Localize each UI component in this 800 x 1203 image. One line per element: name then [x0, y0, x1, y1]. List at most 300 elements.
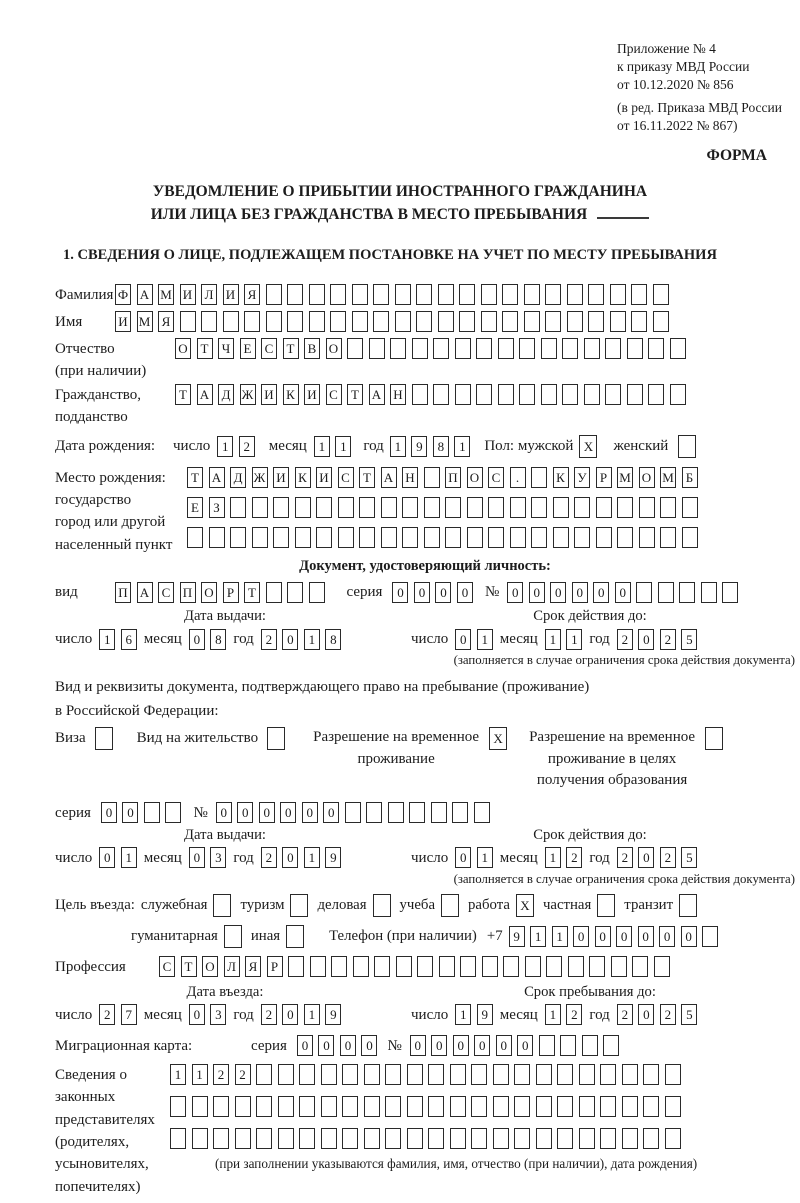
char-box[interactable]: [611, 956, 627, 977]
char-box[interactable]: Д: [230, 467, 246, 488]
char-box[interactable]: [338, 527, 354, 548]
char-box[interactable]: Т: [347, 384, 363, 405]
char-box[interactable]: [553, 527, 569, 548]
char-box[interactable]: 6: [121, 629, 137, 650]
char-box[interactable]: 3: [210, 847, 226, 868]
char-box[interactable]: [510, 527, 526, 548]
char-box[interactable]: [309, 284, 325, 305]
char-box[interactable]: Н: [402, 467, 418, 488]
char-box[interactable]: Т: [187, 467, 203, 488]
char-box[interactable]: [510, 497, 526, 518]
char-box[interactable]: 0: [496, 1035, 512, 1056]
char-box[interactable]: [388, 802, 404, 823]
char-box[interactable]: [345, 802, 361, 823]
char-box[interactable]: 5: [681, 1004, 697, 1025]
char-box[interactable]: Е: [187, 497, 203, 518]
char-box[interactable]: 0: [455, 847, 471, 868]
char-box[interactable]: 9: [325, 1004, 341, 1025]
char-box[interactable]: [256, 1064, 272, 1085]
char-box[interactable]: 0: [638, 847, 654, 868]
char-box[interactable]: [330, 311, 346, 332]
char-box[interactable]: 1: [390, 436, 406, 457]
char-box[interactable]: [503, 956, 519, 977]
char-box[interactable]: Т: [181, 956, 197, 977]
char-box[interactable]: [536, 1064, 552, 1085]
char-box[interactable]: И: [273, 467, 289, 488]
char-box[interactable]: [316, 527, 332, 548]
char-box[interactable]: 0: [323, 802, 339, 823]
char-box[interactable]: [589, 956, 605, 977]
char-box[interactable]: [617, 527, 633, 548]
char-box[interactable]: Т: [359, 467, 375, 488]
char-box[interactable]: [498, 338, 514, 359]
char-box[interactable]: [488, 527, 504, 548]
char-box[interactable]: 2: [617, 847, 633, 868]
char-box[interactable]: Д: [218, 384, 234, 405]
char-box[interactable]: [170, 1096, 186, 1117]
char-box[interactable]: 1: [566, 629, 582, 650]
char-box[interactable]: [385, 1128, 401, 1149]
char-box[interactable]: [407, 1064, 423, 1085]
char-box[interactable]: [369, 338, 385, 359]
char-box[interactable]: [256, 1096, 272, 1117]
char-box[interactable]: [545, 284, 561, 305]
char-box[interactable]: 8: [325, 629, 341, 650]
char-box[interactable]: [165, 802, 181, 823]
temp-residence-checkbox[interactable]: X: [489, 727, 507, 750]
purpose-other-checkbox[interactable]: [286, 925, 304, 948]
char-box[interactable]: С: [159, 956, 175, 977]
char-box[interactable]: [192, 1096, 208, 1117]
char-box[interactable]: [665, 1128, 681, 1149]
char-box[interactable]: [338, 497, 354, 518]
char-box[interactable]: [682, 527, 698, 548]
char-box[interactable]: [541, 384, 557, 405]
char-box[interactable]: И: [223, 284, 239, 305]
char-box[interactable]: 0: [453, 1035, 469, 1056]
char-box[interactable]: [643, 1064, 659, 1085]
char-box[interactable]: В: [304, 338, 320, 359]
char-box[interactable]: [574, 527, 590, 548]
female-checkbox[interactable]: [678, 435, 696, 458]
char-box[interactable]: [455, 338, 471, 359]
char-box[interactable]: [474, 802, 490, 823]
char-box[interactable]: 2: [239, 436, 255, 457]
phone-digit-box[interactable]: 1: [530, 926, 546, 947]
phone-digit-box[interactable]: 0: [573, 926, 589, 947]
char-box[interactable]: А: [197, 384, 213, 405]
purpose-private-checkbox[interactable]: [597, 894, 615, 917]
char-box[interactable]: З: [209, 497, 225, 518]
char-box[interactable]: Я: [245, 956, 261, 977]
char-box[interactable]: [438, 311, 454, 332]
char-box[interactable]: [381, 497, 397, 518]
purpose-business-checkbox[interactable]: [373, 894, 391, 917]
char-box[interactable]: [553, 497, 569, 518]
char-box[interactable]: [579, 1096, 595, 1117]
char-box[interactable]: [309, 311, 325, 332]
char-box[interactable]: 0: [455, 629, 471, 650]
char-box[interactable]: [316, 497, 332, 518]
char-box[interactable]: [223, 311, 239, 332]
char-box[interactable]: [545, 311, 561, 332]
char-box[interactable]: [209, 527, 225, 548]
char-box[interactable]: [600, 1128, 616, 1149]
char-box[interactable]: [665, 1096, 681, 1117]
char-box[interactable]: 1: [314, 436, 330, 457]
char-box[interactable]: 0: [99, 847, 115, 868]
char-box[interactable]: А: [381, 467, 397, 488]
char-box[interactable]: [385, 1064, 401, 1085]
char-box[interactable]: [519, 384, 535, 405]
char-box[interactable]: 7: [121, 1004, 137, 1025]
char-box[interactable]: [482, 956, 498, 977]
char-box[interactable]: 0: [318, 1035, 334, 1056]
char-box[interactable]: [192, 1128, 208, 1149]
char-box[interactable]: 0: [517, 1035, 533, 1056]
char-box[interactable]: [660, 497, 676, 518]
char-box[interactable]: 1: [304, 1004, 320, 1025]
char-box[interactable]: [648, 338, 664, 359]
char-box[interactable]: 0: [410, 1035, 426, 1056]
char-box[interactable]: [467, 527, 483, 548]
char-box[interactable]: Т: [244, 582, 260, 603]
char-box[interactable]: 0: [122, 802, 138, 823]
char-box[interactable]: 9: [411, 436, 427, 457]
char-box[interactable]: И: [180, 284, 196, 305]
char-box[interactable]: С: [326, 384, 342, 405]
char-box[interactable]: [525, 956, 541, 977]
char-box[interactable]: 0: [282, 1004, 298, 1025]
char-box[interactable]: [632, 956, 648, 977]
char-box[interactable]: С: [488, 467, 504, 488]
male-checkbox[interactable]: X: [579, 435, 597, 458]
char-box[interactable]: [459, 284, 475, 305]
char-box[interactable]: 0: [507, 582, 523, 603]
char-box[interactable]: [213, 1096, 229, 1117]
purpose-transit-checkbox[interactable]: [679, 894, 697, 917]
char-box[interactable]: Ф: [115, 284, 131, 305]
char-box[interactable]: Н: [390, 384, 406, 405]
char-box[interactable]: [622, 1128, 638, 1149]
char-box[interactable]: 8: [433, 436, 449, 457]
char-box[interactable]: [244, 311, 260, 332]
char-box[interactable]: [431, 802, 447, 823]
char-box[interactable]: 0: [414, 582, 430, 603]
char-box[interactable]: Я: [158, 311, 174, 332]
char-box[interactable]: П: [180, 582, 196, 603]
char-box[interactable]: [653, 284, 669, 305]
char-box[interactable]: [381, 527, 397, 548]
char-box[interactable]: 2: [660, 629, 676, 650]
char-box[interactable]: [467, 497, 483, 518]
char-box[interactable]: [588, 284, 604, 305]
char-box[interactable]: 0: [392, 582, 408, 603]
char-box[interactable]: А: [137, 284, 153, 305]
char-box[interactable]: 1: [454, 436, 470, 457]
char-box[interactable]: С: [158, 582, 174, 603]
char-box[interactable]: [287, 582, 303, 603]
char-box[interactable]: [424, 497, 440, 518]
char-box[interactable]: А: [209, 467, 225, 488]
char-box[interactable]: 2: [617, 1004, 633, 1025]
char-box[interactable]: П: [115, 582, 131, 603]
char-box[interactable]: 0: [216, 802, 232, 823]
char-box[interactable]: [424, 527, 440, 548]
char-box[interactable]: [502, 311, 518, 332]
char-box[interactable]: [722, 582, 738, 603]
char-box[interactable]: [412, 384, 428, 405]
char-box[interactable]: [256, 1128, 272, 1149]
char-box[interactable]: 2: [261, 1004, 277, 1025]
char-box[interactable]: И: [316, 467, 332, 488]
char-box[interactable]: 0: [282, 629, 298, 650]
char-box[interactable]: [359, 497, 375, 518]
char-box[interactable]: [321, 1064, 337, 1085]
char-box[interactable]: О: [467, 467, 483, 488]
phone-digit-box[interactable]: 1: [552, 926, 568, 947]
char-box[interactable]: 2: [566, 1004, 582, 1025]
char-box[interactable]: [459, 311, 475, 332]
char-box[interactable]: 2: [99, 1004, 115, 1025]
char-box[interactable]: Я: [244, 284, 260, 305]
char-box[interactable]: [299, 1096, 315, 1117]
char-box[interactable]: 0: [189, 629, 205, 650]
char-box[interactable]: 0: [101, 802, 117, 823]
char-box[interactable]: 0: [431, 1035, 447, 1056]
char-box[interactable]: [498, 384, 514, 405]
char-box[interactable]: [653, 311, 669, 332]
char-box[interactable]: 0: [474, 1035, 490, 1056]
char-box[interactable]: [546, 956, 562, 977]
char-box[interactable]: 1: [99, 629, 115, 650]
char-box[interactable]: С: [261, 338, 277, 359]
char-box[interactable]: Е: [240, 338, 256, 359]
char-box[interactable]: 1: [121, 847, 137, 868]
char-box[interactable]: [428, 1064, 444, 1085]
char-box[interactable]: [331, 956, 347, 977]
char-box[interactable]: 0: [282, 847, 298, 868]
char-box[interactable]: 1: [192, 1064, 208, 1085]
char-box[interactable]: [428, 1128, 444, 1149]
char-box[interactable]: О: [175, 338, 191, 359]
char-box[interactable]: [514, 1128, 530, 1149]
char-box[interactable]: [481, 284, 497, 305]
char-box[interactable]: [539, 1035, 555, 1056]
char-box[interactable]: [266, 311, 282, 332]
char-box[interactable]: [450, 1128, 466, 1149]
char-box[interactable]: 2: [261, 847, 277, 868]
char-box[interactable]: [445, 497, 461, 518]
char-box[interactable]: [567, 311, 583, 332]
char-box[interactable]: 2: [566, 847, 582, 868]
char-box[interactable]: [514, 1064, 530, 1085]
phone-digit-box[interactable]: [702, 926, 718, 947]
char-box[interactable]: [299, 1064, 315, 1085]
char-box[interactable]: [273, 497, 289, 518]
char-box[interactable]: [541, 338, 557, 359]
char-box[interactable]: [679, 582, 695, 603]
char-box[interactable]: [531, 467, 547, 488]
char-box[interactable]: 2: [235, 1064, 251, 1085]
purpose-humanitarian-checkbox[interactable]: [224, 925, 242, 948]
char-box[interactable]: Т: [197, 338, 213, 359]
char-box[interactable]: [396, 956, 412, 977]
char-box[interactable]: 9: [325, 847, 341, 868]
char-box[interactable]: [579, 1064, 595, 1085]
char-box[interactable]: 0: [280, 802, 296, 823]
purpose-work-checkbox[interactable]: X: [516, 894, 534, 917]
char-box[interactable]: О: [639, 467, 655, 488]
char-box[interactable]: О: [202, 956, 218, 977]
char-box[interactable]: 0: [189, 847, 205, 868]
char-box[interactable]: 8: [210, 629, 226, 650]
char-box[interactable]: [603, 1035, 619, 1056]
char-box[interactable]: [374, 956, 390, 977]
char-box[interactable]: [266, 582, 282, 603]
char-box[interactable]: Л: [201, 284, 217, 305]
char-box[interactable]: Ж: [252, 467, 268, 488]
purpose-tourism-checkbox[interactable]: [290, 894, 308, 917]
char-box[interactable]: [342, 1064, 358, 1085]
char-box[interactable]: [230, 527, 246, 548]
char-box[interactable]: [493, 1096, 509, 1117]
temp-residence-education-checkbox[interactable]: [705, 727, 723, 750]
char-box[interactable]: [409, 802, 425, 823]
residence-permit-checkbox[interactable]: [267, 727, 285, 750]
char-box[interactable]: М: [617, 467, 633, 488]
char-box[interactable]: [450, 1064, 466, 1085]
char-box[interactable]: [584, 338, 600, 359]
char-box[interactable]: 1: [477, 629, 493, 650]
char-box[interactable]: [531, 497, 547, 518]
char-box[interactable]: [636, 582, 652, 603]
char-box[interactable]: [144, 802, 160, 823]
purpose-study-checkbox[interactable]: [441, 894, 459, 917]
char-box[interactable]: [278, 1096, 294, 1117]
char-box[interactable]: [321, 1096, 337, 1117]
char-box[interactable]: [471, 1128, 487, 1149]
char-box[interactable]: [481, 311, 497, 332]
char-box[interactable]: 5: [681, 847, 697, 868]
char-box[interactable]: 0: [259, 802, 275, 823]
char-box[interactable]: [417, 956, 433, 977]
char-box[interactable]: [299, 1128, 315, 1149]
char-box[interactable]: [670, 338, 686, 359]
char-box[interactable]: [359, 527, 375, 548]
char-box[interactable]: [557, 1064, 573, 1085]
char-box[interactable]: [582, 1035, 598, 1056]
char-box[interactable]: [295, 497, 311, 518]
char-box[interactable]: О: [201, 582, 217, 603]
char-box[interactable]: [412, 338, 428, 359]
char-box[interactable]: [631, 311, 647, 332]
phone-digit-box[interactable]: 0: [616, 926, 632, 947]
char-box[interactable]: [617, 497, 633, 518]
char-box[interactable]: И: [261, 384, 277, 405]
char-box[interactable]: [524, 284, 540, 305]
char-box[interactable]: [610, 311, 626, 332]
char-box[interactable]: 1: [170, 1064, 186, 1085]
char-box[interactable]: [170, 1128, 186, 1149]
char-box[interactable]: [460, 956, 476, 977]
char-box[interactable]: [450, 1096, 466, 1117]
char-box[interactable]: [670, 384, 686, 405]
char-box[interactable]: 1: [477, 847, 493, 868]
char-box[interactable]: [631, 284, 647, 305]
char-box[interactable]: К: [283, 384, 299, 405]
char-box[interactable]: У: [574, 467, 590, 488]
char-box[interactable]: 0: [457, 582, 473, 603]
char-box[interactable]: М: [137, 311, 153, 332]
char-box[interactable]: Б: [682, 467, 698, 488]
char-box[interactable]: [266, 284, 282, 305]
char-box[interactable]: [364, 1096, 380, 1117]
char-box[interactable]: [639, 527, 655, 548]
char-box[interactable]: 0: [638, 1004, 654, 1025]
char-box[interactable]: С: [338, 467, 354, 488]
char-box[interactable]: 0: [302, 802, 318, 823]
char-box[interactable]: [701, 582, 717, 603]
char-box[interactable]: [385, 1096, 401, 1117]
phone-digit-box[interactable]: 0: [638, 926, 654, 947]
char-box[interactable]: [600, 1064, 616, 1085]
char-box[interactable]: 0: [361, 1035, 377, 1056]
char-box[interactable]: М: [660, 467, 676, 488]
char-box[interactable]: [352, 311, 368, 332]
char-box[interactable]: [287, 311, 303, 332]
char-box[interactable]: К: [295, 467, 311, 488]
char-box[interactable]: [373, 311, 389, 332]
char-box[interactable]: [342, 1128, 358, 1149]
char-box[interactable]: [502, 284, 518, 305]
char-box[interactable]: 0: [340, 1035, 356, 1056]
char-box[interactable]: А: [137, 582, 153, 603]
char-box[interactable]: [424, 467, 440, 488]
char-box[interactable]: 1: [545, 629, 561, 650]
char-box[interactable]: П: [445, 467, 461, 488]
char-box[interactable]: [180, 311, 196, 332]
char-box[interactable]: [230, 497, 246, 518]
char-box[interactable]: Р: [223, 582, 239, 603]
char-box[interactable]: [309, 582, 325, 603]
char-box[interactable]: [252, 497, 268, 518]
char-box[interactable]: 1: [304, 847, 320, 868]
char-box[interactable]: [428, 1096, 444, 1117]
char-box[interactable]: [627, 384, 643, 405]
char-box[interactable]: [514, 1096, 530, 1117]
char-box[interactable]: [402, 497, 418, 518]
char-box[interactable]: 2: [213, 1064, 229, 1085]
char-box[interactable]: [445, 527, 461, 548]
char-box[interactable]: [288, 956, 304, 977]
char-box[interactable]: 9: [477, 1004, 493, 1025]
char-box[interactable]: [278, 1128, 294, 1149]
char-box[interactable]: Л: [224, 956, 240, 977]
char-box[interactable]: [287, 284, 303, 305]
char-box[interactable]: [347, 338, 363, 359]
char-box[interactable]: 1: [217, 436, 233, 457]
char-box[interactable]: 0: [638, 629, 654, 650]
char-box[interactable]: [407, 1096, 423, 1117]
char-box[interactable]: [476, 338, 492, 359]
char-box[interactable]: [557, 1096, 573, 1117]
char-box[interactable]: [660, 527, 676, 548]
char-box[interactable]: [488, 497, 504, 518]
char-box[interactable]: [627, 338, 643, 359]
char-box[interactable]: [493, 1064, 509, 1085]
char-box[interactable]: [352, 284, 368, 305]
